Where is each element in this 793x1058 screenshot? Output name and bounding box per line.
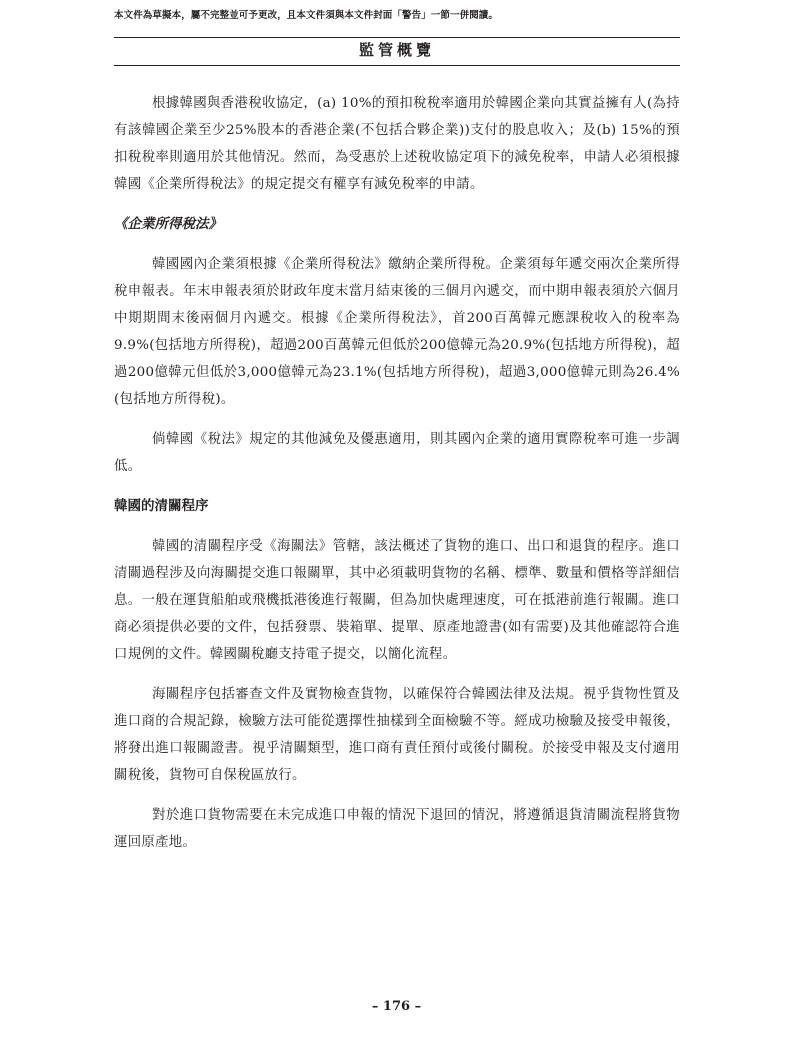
spacer — [114, 668, 680, 681]
spacer — [114, 789, 680, 802]
spacer — [114, 520, 680, 533]
main-content — [114, 90, 680, 856]
header-top-rule — [114, 37, 680, 38]
paragraph-customs-inspection: 海關程序包括審查文件及實物檢查貨物，以確保符合韓國法律及法規。視乎貨物性質及進口商的合規記錄，檢驗方法可能從選擇性抽樣到全面檢驗不等。經成功檢驗及接受申報後，將發出進口報關證書。視乎清關類型，進口商有責任預付或後付關稅。於接受申報及支付適用關稅後，貨物可自保稅區放行。 — [114, 687, 680, 783]
spacer — [114, 238, 680, 251]
spacer — [114, 198, 680, 211]
paragraph-tax-treaty: 根據韓國與香港稅收協定，(a) 10%的預扣稅稅率適用於韓國企業向其實益擁有人(為持有該韓國企業至少25%股本的香港企業(不包括合夥企業))支付的股息收入；及(b) 15%的預扣稅稅率則適用於其他情況。然而，為受惠於上述稅收協定項下的減免稅率，申請人必須根據韓國《企業所得稅法》的規定提交有權享有減免稅率的申請。 — [114, 96, 680, 192]
heading-customs-clearance: 韓國的清關程序 — [114, 498, 209, 514]
section-title: 監管概覽 — [358, 41, 435, 59]
heading-corporate-income-tax-act: 《企業所得稅法》 — [114, 216, 222, 232]
draft-disclaimer: 本文件為草擬本，屬不完整並可予更改，且本文件須與本文件封面「警告」一節一併閱讀。 — [114, 10, 499, 21]
spacer — [114, 480, 680, 493]
spacer — [114, 413, 680, 426]
paragraph-customs-act: 韓國的清關程序受《海關法》管轄，該法概述了貨物的進口、出口和退貨的程序。進口清關過程涉及向海關提交進口報關單，其中必須載明貨物的名稱、標準、數量和價格等詳細信息。一般在運貨船舶或飛機抵港後進行報關，但為加快處理速度，可在抵港前進行報關。進口商必須提供必要的文件，包括發票、裝箱單、提單、原產地證書(如有需要)及其他確認符合進口規例的文件。韓國關稅廳支持電子提交，以簡化流程。 — [114, 539, 680, 662]
page-number: – 176 – — [371, 999, 422, 1014]
paragraph-tax-reduction: 倘韓國《稅法》規定的其他減免及優惠適用，則其國內企業的適用實際稅率可進一步調低。 — [114, 432, 680, 474]
paragraph-corporate-income-tax: 韓國國內企業須根據《企業所得稅法》繳納企業所得稅。企業須每年遞交兩次企業所得稅申報表。年末申報表須於財政年度末當月結束後的三個月內遞交，而中期申報表須於六個月中期期間末後兩個月內遞交。根據《企業所得稅法》，首200百萬韓元應課稅收入的稅率為9.9%(包括地方所得稅)，超過200百萬韓元但低於200億韓元為20.9%(包括地方所得稅)，超過200億韓元但低於3,000億韓元為23.1%(包括地方所得稅)，超過3,000億韓元則為26.4%(包括地方所得稅)。 — [114, 257, 680, 407]
header-bottom-rule — [114, 65, 680, 66]
paragraph-return-clearance: 對於進口貨物需要在未完成進口申報的情況下退回的情況，將遵循退貨清關流程將貨物運回原產地。 — [114, 808, 680, 850]
